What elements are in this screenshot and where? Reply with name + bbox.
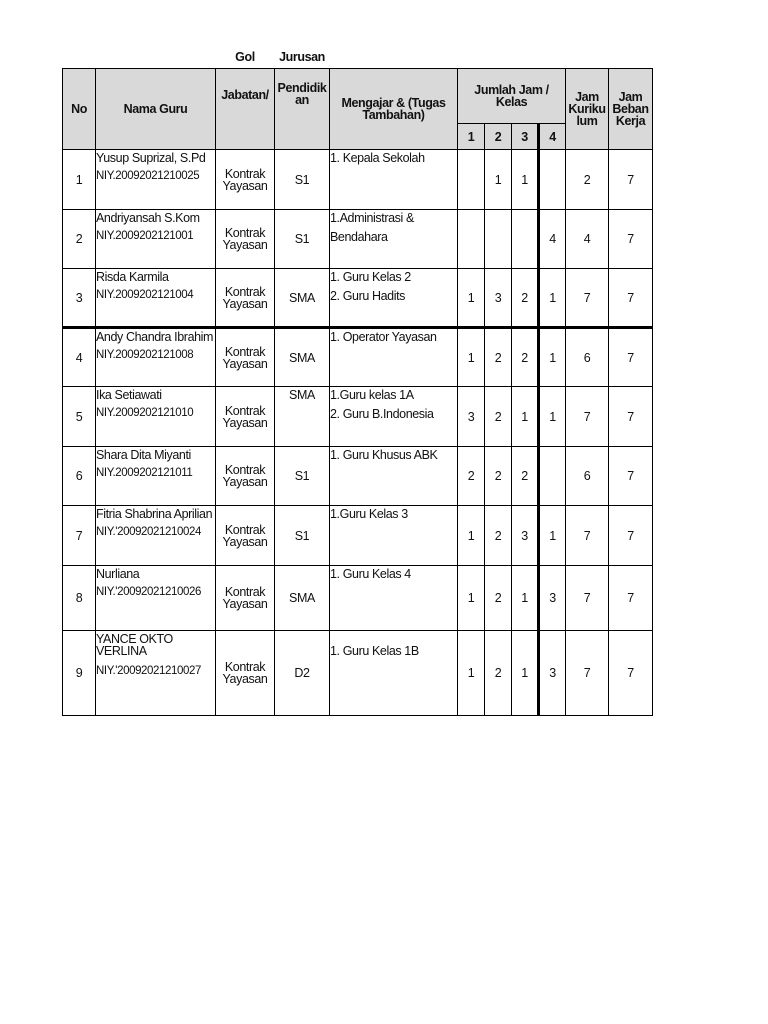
jam-beban-value: 7	[609, 566, 653, 631]
teacher-cell	[96, 210, 216, 269]
kelas-1-hours: 2	[458, 447, 485, 506]
kelas-1-hours: 1	[458, 631, 485, 716]
teacher-niy: NIY.'20092021210027	[96, 665, 202, 677]
pendidikan-cell: SMA	[275, 269, 330, 328]
teacher-cell	[96, 150, 216, 210]
jabatan-line: Kontrak	[224, 585, 266, 599]
kelas-3-hours: 1	[512, 150, 539, 210]
kelas-4-hours	[539, 150, 566, 210]
kelas-2-hours: 2	[485, 387, 512, 447]
teacher-name: Andriyansah S.Kom	[96, 211, 200, 225]
jam-kurikulum-value: 7	[566, 269, 609, 328]
kelas-2-hours: 2	[485, 631, 512, 716]
teacher-niy: NIY.'20092021210024	[96, 526, 202, 538]
jabatan-cell	[216, 150, 275, 210]
tugas-cell	[330, 566, 458, 631]
teacher-niy: NIY.20092021210025	[96, 170, 200, 182]
table-row	[63, 328, 653, 387]
jabatan-line: Kontrak	[224, 463, 266, 477]
table-row	[63, 150, 653, 210]
kelas-1-hours	[458, 210, 485, 269]
tugas-cell	[330, 506, 458, 566]
kelas-4-hours: 1	[539, 387, 566, 447]
jam-kurikulum-value: 6	[566, 447, 609, 506]
header-pendidikan-jurusan	[275, 50, 330, 150]
tugas-cell	[330, 269, 458, 328]
teacher-name: Yusup Suprizal, S.Pd	[96, 151, 206, 165]
jabatan-line: Yayasan	[222, 672, 268, 686]
jabatan-cell	[216, 506, 275, 566]
row-no: 1	[63, 150, 96, 210]
teacher-niy: NIY.2009202121004	[96, 289, 194, 301]
pendidikan-cell: SMA	[275, 387, 330, 447]
header-jumlah-jam	[458, 69, 566, 124]
kelas-4-hours: 3	[539, 566, 566, 631]
row-no: 7	[63, 506, 96, 566]
jabatan-line: Kontrak	[224, 522, 266, 537]
teacher-cell	[96, 269, 216, 328]
kelas-3-hours: 3	[512, 506, 539, 566]
kelas-3-hours: 1	[512, 631, 539, 716]
jabatan-line: Yayasan	[222, 597, 268, 611]
jabatan-line: Kontrak	[224, 284, 266, 299]
jabatan-line: Kontrak	[224, 403, 266, 418]
jabatan-line: Kontrak	[224, 226, 266, 240]
kelas-1-hours: 3	[458, 387, 485, 447]
jam-beban-value: 7	[609, 631, 653, 716]
tugas-line: 2. Guru B.Indonesia	[330, 407, 434, 421]
table-row	[63, 447, 653, 506]
pendidikan-cell: SMA	[275, 328, 330, 387]
teacher-niy: NIY.2009202121008	[96, 349, 194, 361]
kelas-2-hours: 2	[485, 328, 512, 387]
kelas-4-hours: 3	[539, 631, 566, 716]
kelas-4-hours: 1	[539, 269, 566, 328]
tugas-line: 1.Guru Kelas 3	[330, 507, 408, 521]
teacher-name: Nurliana	[96, 567, 140, 581]
table-row	[63, 387, 653, 447]
jabatan-cell	[216, 269, 275, 328]
jabatan-cell	[216, 328, 275, 387]
teacher-name: Fitria Shabrina Aprilian	[96, 507, 213, 521]
tugas-line: 1. Guru Khusus ABK	[330, 448, 438, 462]
jabatan-line: Yayasan	[222, 415, 268, 430]
jabatan-line: Yayasan	[222, 534, 268, 549]
pendidikan-cell: S1	[275, 210, 330, 269]
header-jumlah-jam-label: Jumlah Jam / Kelas	[474, 83, 549, 109]
tugas-line: 1. Kepala Sekolah	[330, 151, 425, 165]
jam-kurikulum-value: 7	[566, 387, 609, 447]
tugas-cell	[330, 387, 458, 447]
kelas-3-hours: 1	[512, 566, 539, 631]
jam-kurikulum-value: 7	[566, 506, 609, 566]
teacher-name: Andy Chandra Ibrahim	[96, 330, 214, 344]
teacher-name: Risda Karmila	[96, 270, 169, 284]
header-jam-kurikulum: Jam Kuriku lum	[566, 69, 609, 150]
pendidikan-cell: S1	[275, 506, 330, 566]
kelas-2-hours: 2	[485, 566, 512, 631]
kelas-3-hours: 2	[512, 328, 539, 387]
table-row	[63, 631, 653, 716]
jam-beban-value: 7	[609, 328, 653, 387]
header-gol: Gol	[235, 50, 255, 64]
jabatan-cell	[216, 447, 275, 506]
tugas-line: 2. Guru Hadits	[330, 289, 405, 303]
row-no: 9	[63, 631, 96, 716]
jam-kurikulum-value: 6	[566, 328, 609, 387]
kelas-3-hours: 2	[512, 447, 539, 506]
header-mengajar: Mengajar & (Tugas Tambahan)	[330, 69, 458, 150]
teacher-name: Shara Dita Miyanti	[96, 448, 191, 462]
teacher-cell	[96, 506, 216, 566]
kelas-1-hours: 1	[458, 566, 485, 631]
header-kelas-2: 2	[485, 124, 512, 150]
table-row	[63, 269, 653, 328]
kelas-2-hours: 2	[485, 506, 512, 566]
jam-kurikulum-value: 2	[566, 150, 609, 210]
kelas-3-hours	[512, 210, 539, 269]
jam-kurikulum-value: 4	[566, 210, 609, 269]
jam-beban-value: 7	[609, 269, 653, 328]
tugas-cell	[330, 150, 458, 210]
header-nama-guru: Nama Guru	[96, 69, 216, 150]
jabatan-line: Kontrak	[224, 344, 266, 359]
kelas-3-hours: 2	[512, 269, 539, 328]
jam-beban-value: 7	[609, 387, 653, 447]
header-no: No	[63, 69, 96, 150]
tugas-cell	[330, 631, 458, 716]
tugas-cell	[330, 447, 458, 506]
jabatan-line: Yayasan	[222, 178, 268, 193]
header-kelas-3: 3	[512, 124, 539, 150]
header-kelas-1: 1	[458, 124, 485, 150]
pendidikan-cell: SMA	[275, 566, 330, 631]
kelas-1-hours: 1	[458, 269, 485, 328]
tugas-cell	[330, 328, 458, 387]
header-jabatan: Jabatan/	[221, 88, 269, 102]
jam-beban-value: 7	[609, 150, 653, 210]
jabatan-cell	[216, 631, 275, 716]
kelas-4-hours: 1	[539, 328, 566, 387]
kelas-4-hours: 4	[539, 210, 566, 269]
teacher-niy: NIY.2009202121001	[96, 230, 194, 242]
kelas-1-hours	[458, 150, 485, 210]
jabatan-line: Yayasan	[222, 238, 268, 252]
pendidikan-cell: S1	[275, 150, 330, 210]
tugas-line: Bendahara	[330, 230, 388, 244]
tugas-line: 1. Operator Yayasan	[330, 330, 437, 344]
kelas-4-hours: 1	[539, 506, 566, 566]
teacher-cell	[96, 447, 216, 506]
jabatan-line: Yayasan	[222, 296, 268, 311]
teacher-name: YANCE OKTO VERLINA	[96, 632, 173, 658]
header-jabatan-gol	[216, 50, 275, 150]
row-no: 4	[63, 328, 96, 387]
row-no: 5	[63, 387, 96, 447]
jabatan-line: Kontrak	[224, 660, 266, 674]
tugas-line: 1. Guru Kelas 4	[330, 567, 411, 581]
kelas-2-hours: 3	[485, 269, 512, 328]
kelas-1-hours: 1	[458, 506, 485, 566]
row-no: 6	[63, 447, 96, 506]
kelas-1-hours: 1	[458, 328, 485, 387]
jabatan-cell	[216, 210, 275, 269]
teacher-name: Ika Setiawati	[96, 388, 162, 402]
teacher-cell	[96, 566, 216, 631]
header-jam-beban-kerja: Jam Beban Kerja	[609, 69, 653, 150]
row-no: 2	[63, 210, 96, 269]
kelas-3-hours: 1	[512, 387, 539, 447]
kelas-2-hours: 1	[485, 150, 512, 210]
tugas-line: 1. Guru Kelas 1B	[330, 644, 419, 658]
kelas-4-hours	[539, 447, 566, 506]
teacher-niy: NIY.'20092021210026	[96, 586, 202, 598]
jam-kurikulum-value: 7	[566, 631, 609, 716]
jam-kurikulum-value: 7	[566, 566, 609, 631]
header-pendidikan: Pendidik an	[277, 81, 327, 107]
table-row	[63, 566, 653, 631]
tugas-cell	[330, 210, 458, 269]
kelas-2-hours	[485, 210, 512, 269]
tugas-line: 1.Guru kelas 1A	[330, 388, 414, 402]
pendidikan-cell: S1	[275, 447, 330, 506]
row-no: 8	[63, 566, 96, 631]
jabatan-line: Yayasan	[222, 475, 268, 489]
teacher-cell	[96, 631, 216, 716]
teacher-cell	[96, 387, 216, 447]
teacher-niy: NIY.2009202121010	[96, 407, 194, 419]
teacher-cell	[96, 328, 216, 387]
jabatan-cell	[216, 387, 275, 447]
teacher-workload-table	[62, 50, 653, 716]
row-no: 3	[63, 269, 96, 328]
teacher-niy: NIY.2009202121011	[96, 467, 193, 479]
jabatan-line: Yayasan	[222, 356, 268, 371]
header-kelas-4: 4	[539, 124, 566, 150]
table-row	[63, 506, 653, 566]
kelas-2-hours: 2	[485, 447, 512, 506]
header-jurusan: Jurusan	[279, 50, 325, 64]
jabatan-cell	[216, 566, 275, 631]
pendidikan-cell: D2	[275, 631, 330, 716]
tugas-line: 1.Administrasi &	[330, 211, 414, 225]
jam-beban-value: 7	[609, 210, 653, 269]
table-row	[63, 210, 653, 269]
jam-beban-value: 7	[609, 506, 653, 566]
tugas-line: 1. Guru Kelas 2	[330, 270, 411, 284]
jabatan-line: Kontrak	[224, 166, 266, 181]
jam-beban-value: 7	[609, 447, 653, 506]
